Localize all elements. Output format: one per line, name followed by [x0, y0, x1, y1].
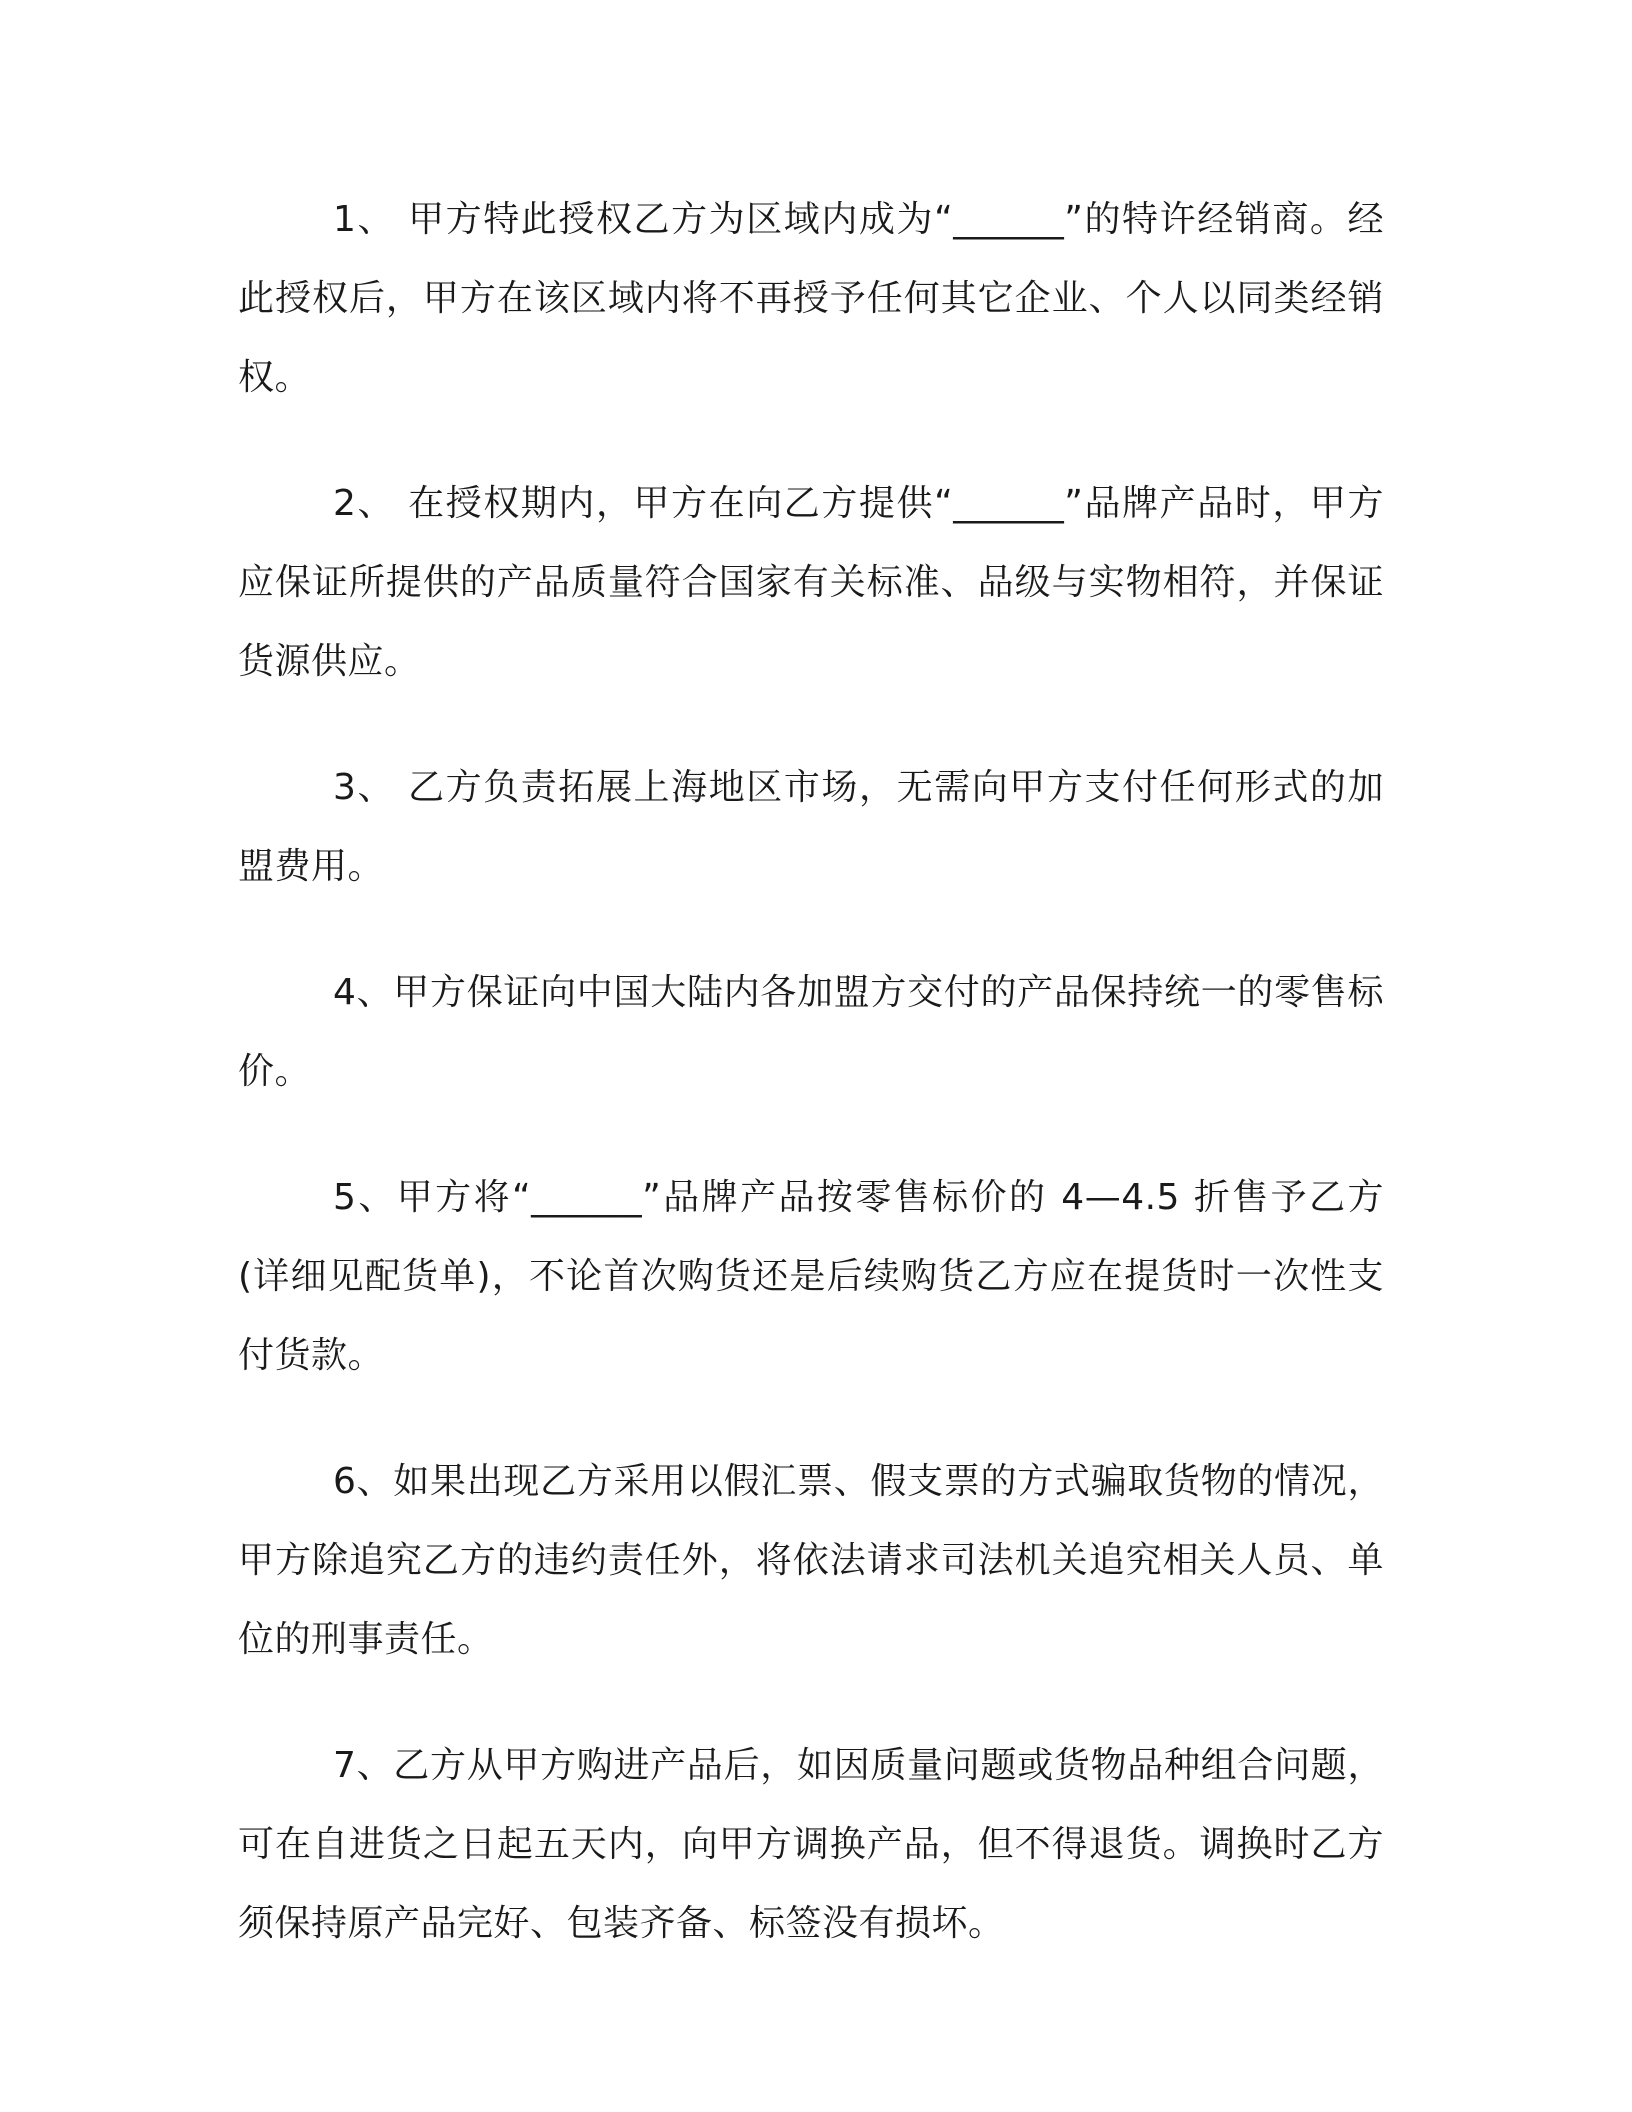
clause-1: 1、 甲方特此授权乙方为区域内成为“______”的特许经销商。经此授权后，甲方在该区域内将不再授予任何其它企业、个人以同类经销权。: [238, 199, 1384, 398]
document-body: [238, 180, 1384, 2010]
clause-7: 7、乙方从甲方购进产品后，如因质量问题或货物品种组合问题，可在自进货之日起五天内，向甲方调换产品，但不得退货。调换时乙方须保持原产品完好、包装齐备、标签没有损坏。: [238, 1745, 1384, 1944]
clause-2: 2、 在授权期内，甲方在向乙方提供“______”品牌产品时，甲方应保证所提供的产品质量符合国家有关标准、品级与实物相符，并保证货源供应。: [238, 483, 1384, 682]
clause-3: 3、 乙方负责拓展上海地区市场，无需向甲方支付任何形式的加盟费用。: [238, 767, 1384, 887]
clause-4: 4、甲方保证向中国大陆内各加盟方交付的产品保持统一的零售标价。: [238, 972, 1384, 1092]
clause-6: 6、如果出现乙方采用以假汇票、假支票的方式骗取货物的情况，甲方除追究乙方的违约责任外，将依法请求司法机关追究相关人员、单位的刑事责任。: [238, 1461, 1384, 1660]
clause-5: 5、甲方将“______”品牌产品按零售标价的 4—4.5 折售予乙方(详细见配货单)，不论首次购货还是后续购货乙方应在提货时一次性支付货款。: [238, 1177, 1384, 1376]
